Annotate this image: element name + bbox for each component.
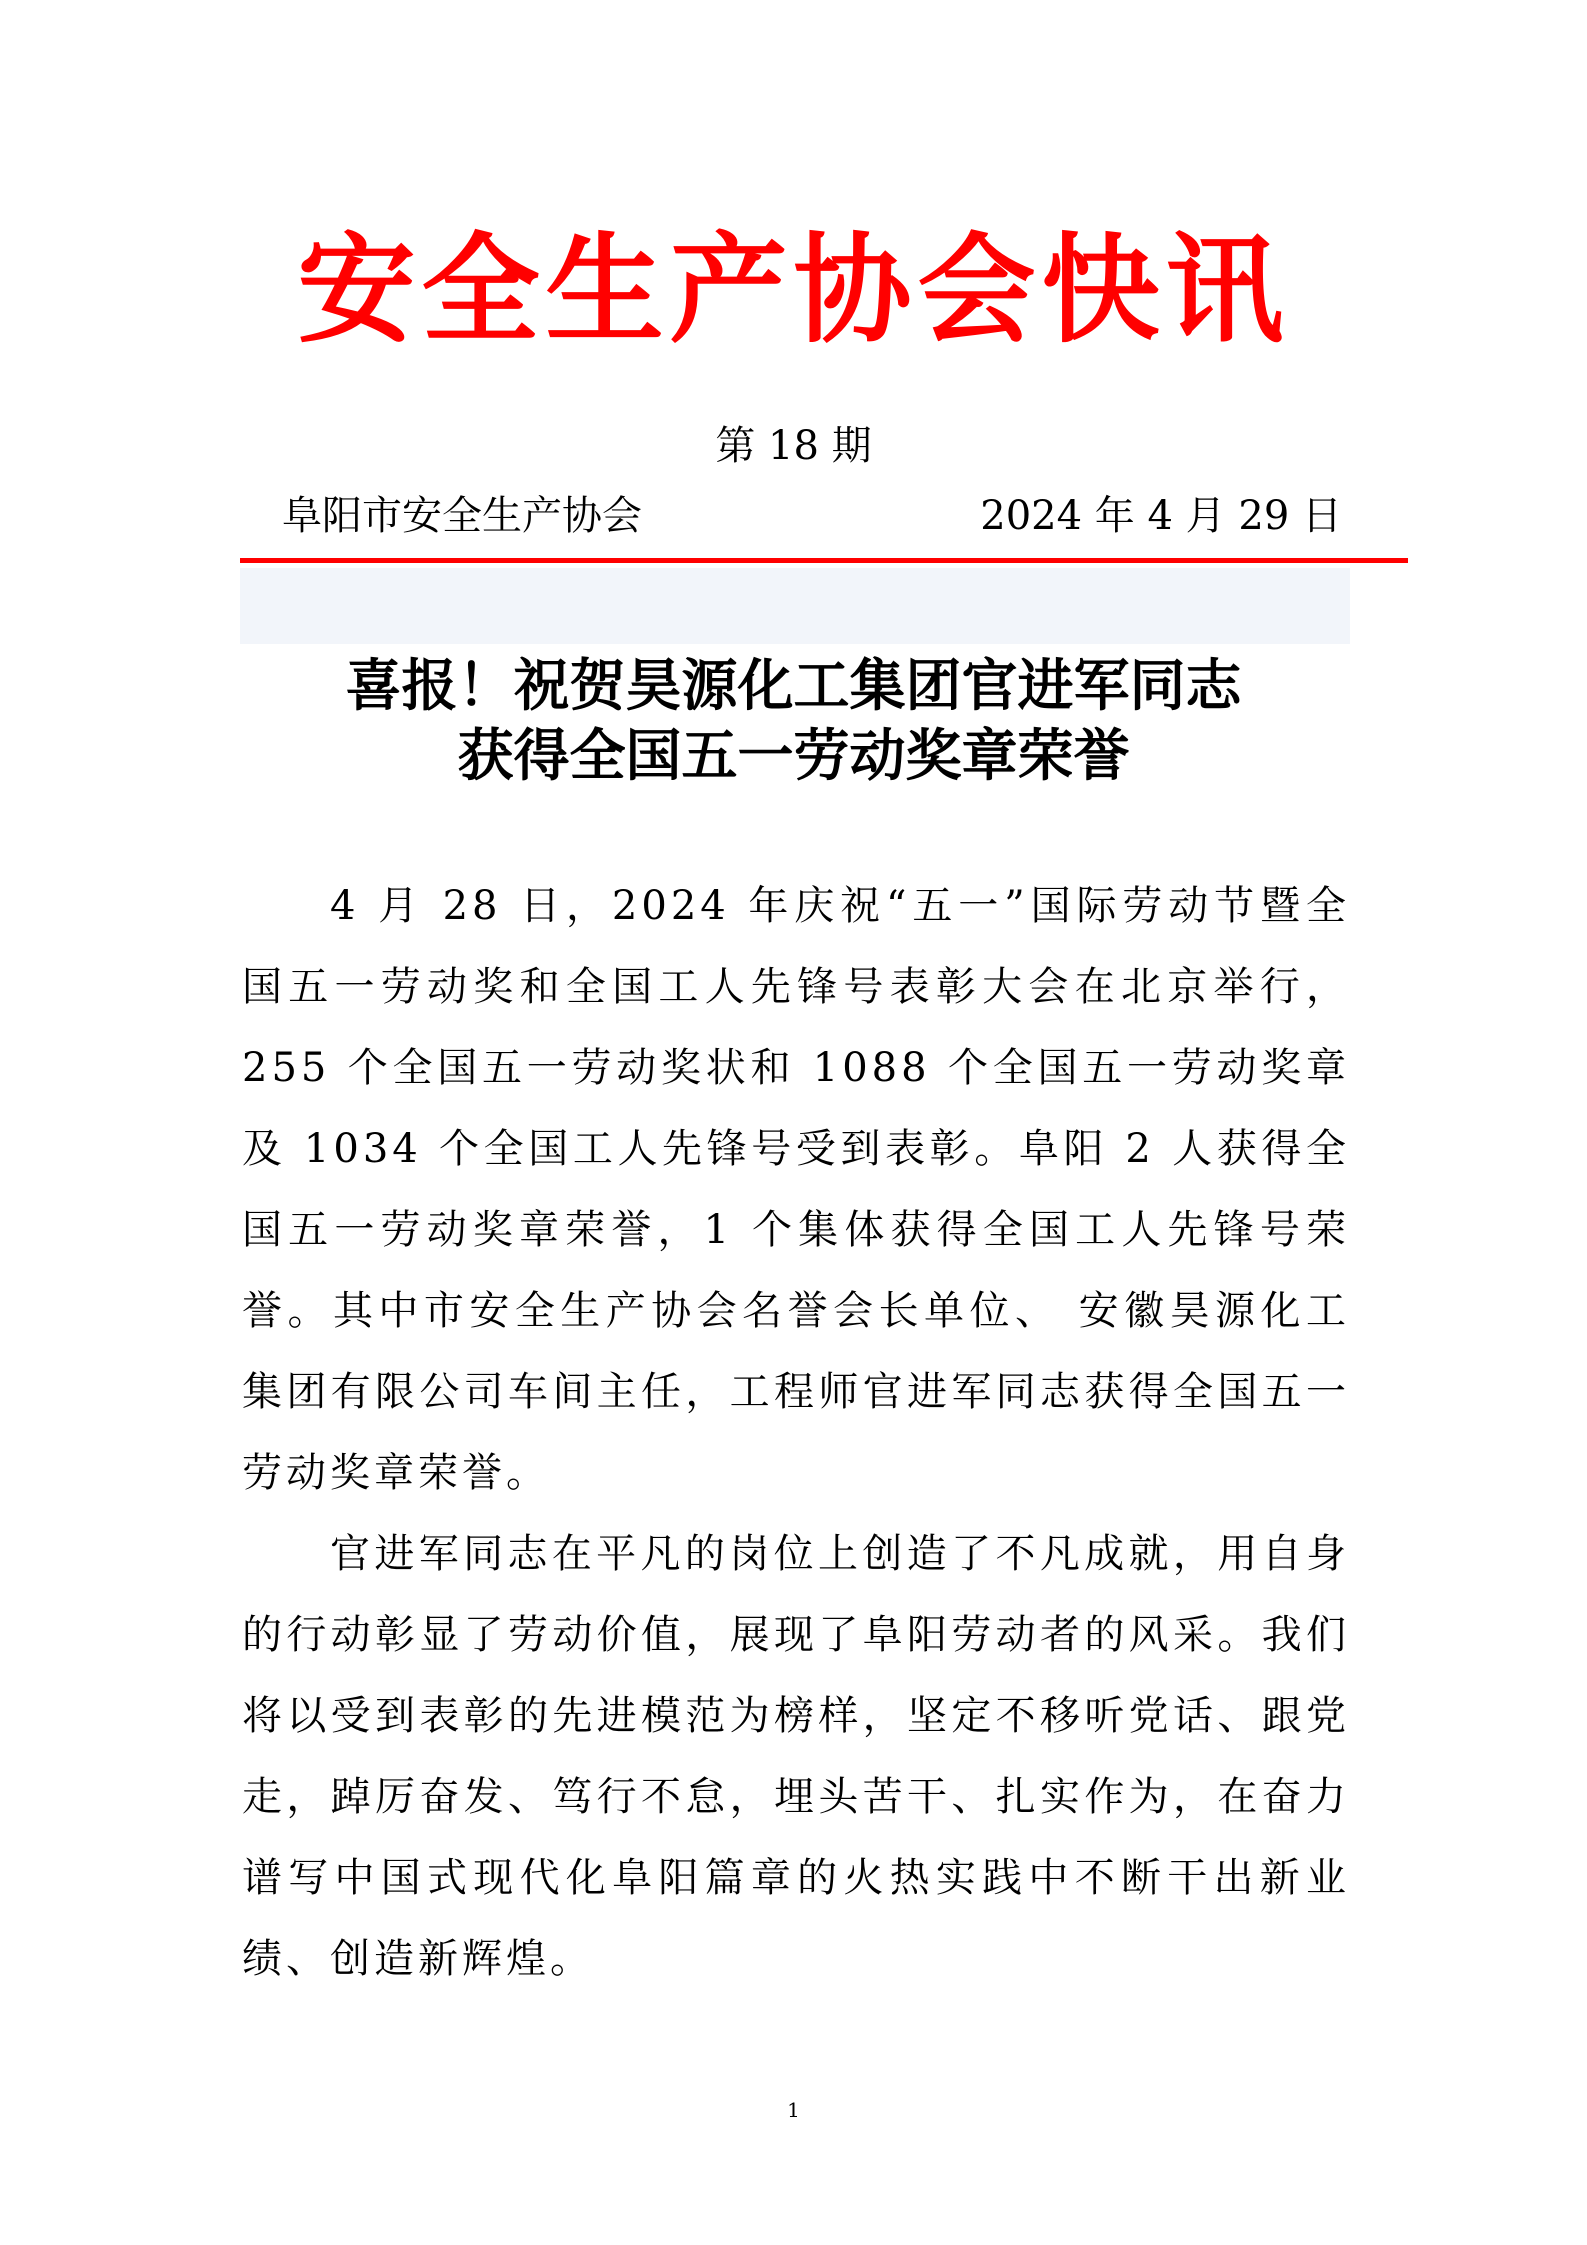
issue-number: 第 18 期 bbox=[715, 423, 872, 469]
article-paragraph-1: 4 月 28 日，2024 年庆祝“五一”国际劳动节暨全国五一劳动奖和全国工人先锋号表彰大会在北京举行，255 个全国五一劳动奖状和 1088 个全国五一劳动奖章及 1034 个全国工人先锋号受到表彰。阜阳 2 人获得全国五一劳动奖章荣誉，1 个集体获得全国工人先锋号荣誉。其中市安全生产协会名誉会长单位、 安徽昊源化工集团有限公司车间主任，工程师官进军同志获得全国五一劳动奖章荣誉。 bbox=[242, 883, 1350, 1496]
headline-line-1: 喜报！祝贺昊源化工集团官进军同志 bbox=[345, 654, 1242, 719]
article-paragraph-2: 官进军同志在平凡的岗位上创造了不凡成就，用自身的行动彰显了劳动价值，展现了阜阳劳动者的风采。我们将以受到表彰的先进模范为榜样，坚定不移听党话、跟党走，踔厉奋发、笃行不怠，埋头苦干、扎实作为，在奋力谱写中国式现代化阜阳篇章的火热实践中不断干出新业绩、创造新辉煌。 bbox=[242, 1531, 1350, 1982]
page-number: 1 bbox=[787, 2098, 800, 2122]
article-headline bbox=[0, 652, 1587, 792]
article-body bbox=[242, 866, 1350, 2000]
shaded-band bbox=[240, 568, 1350, 644]
publisher-org: 阜阳市安全生产协会 bbox=[282, 493, 642, 539]
newsletter-masthead: 安全生产协会快讯 bbox=[297, 221, 1290, 359]
publish-date: 2024 年 4 月 29 日 bbox=[980, 493, 1342, 539]
header-divider bbox=[240, 558, 1408, 563]
headline-line-2: 获得全国五一劳动奖章荣誉 bbox=[457, 724, 1130, 789]
